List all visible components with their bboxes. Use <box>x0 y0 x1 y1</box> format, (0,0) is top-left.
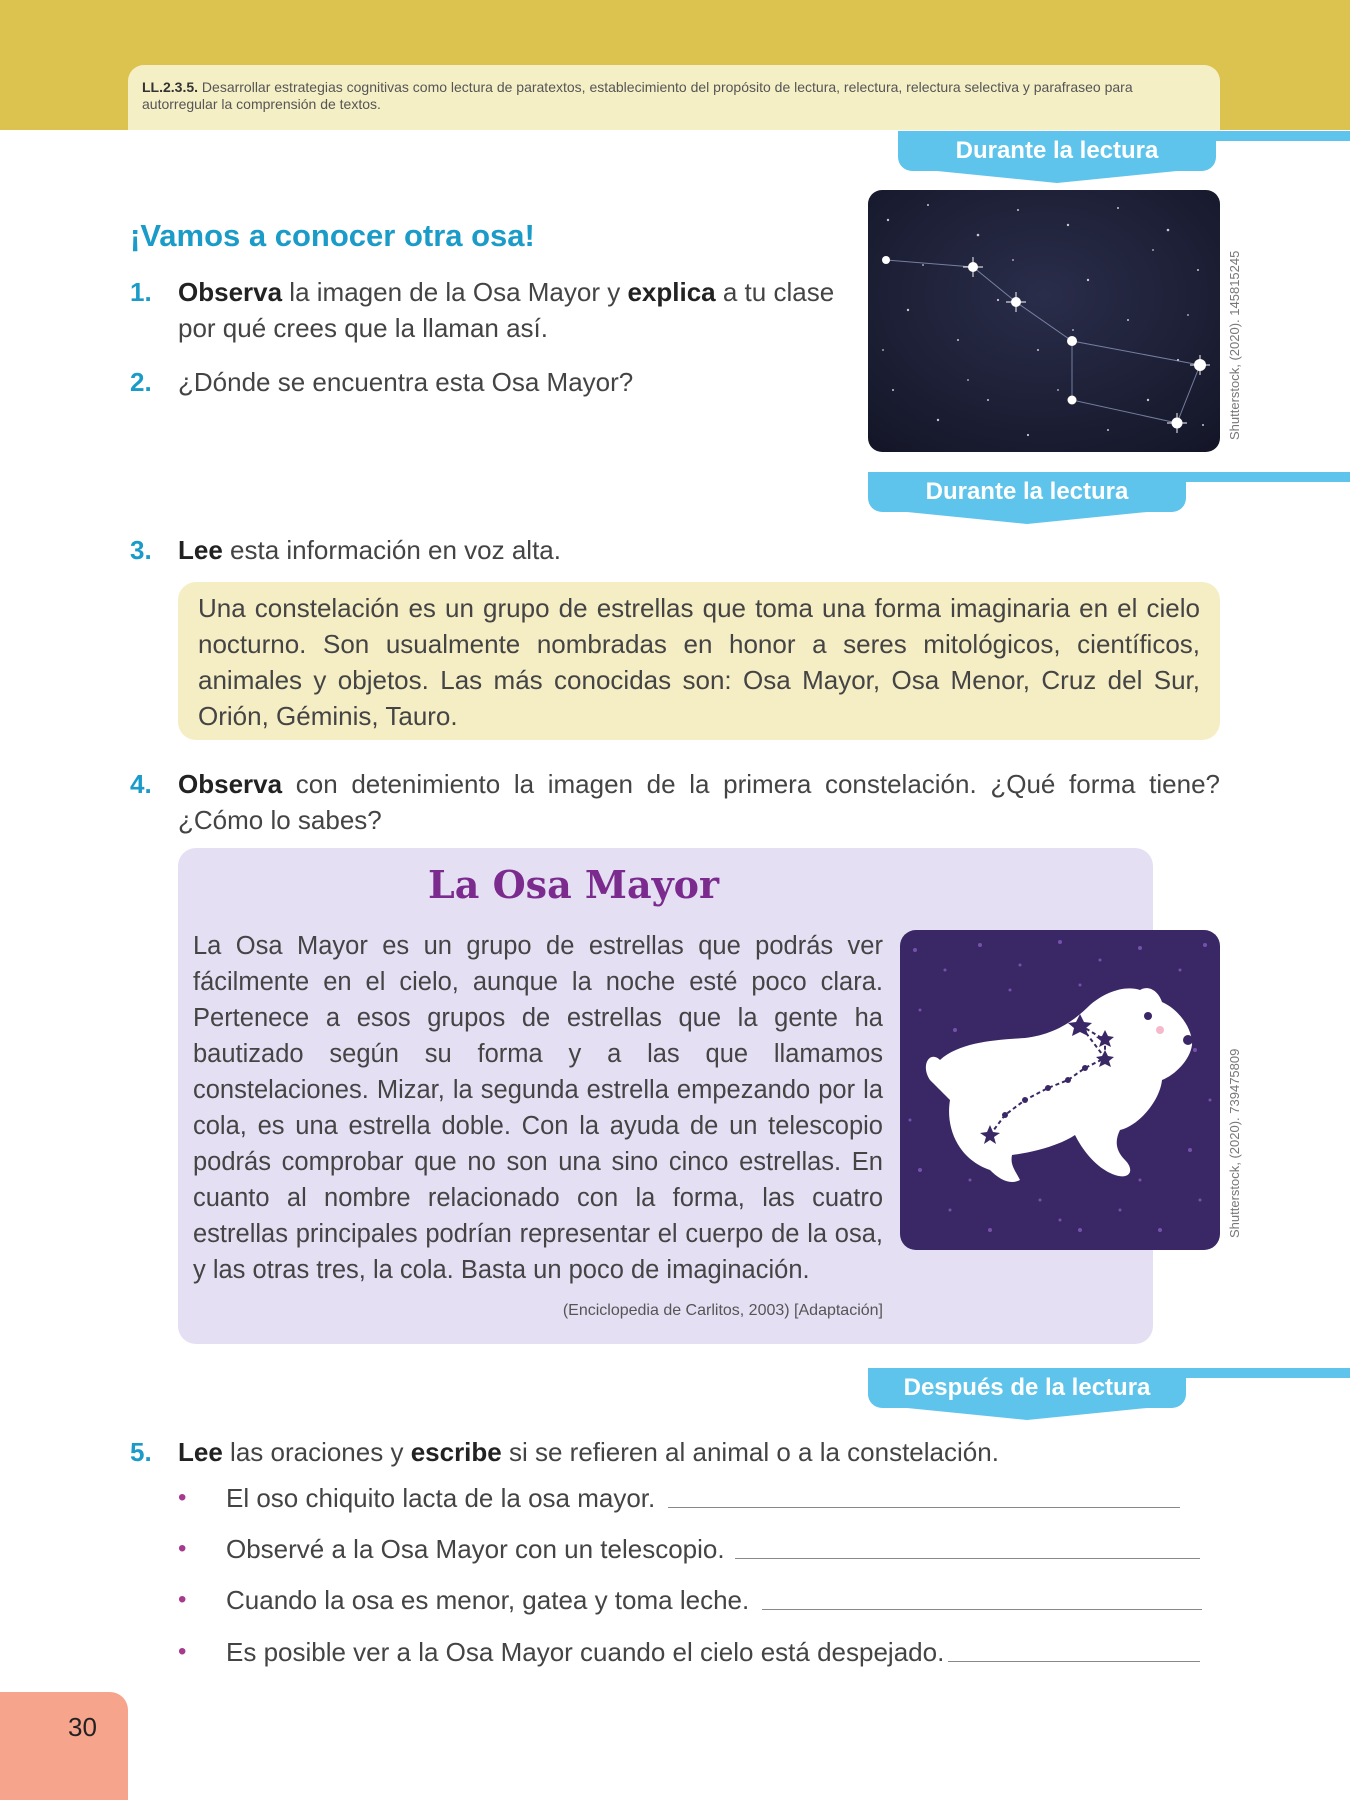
bullet-icon: • <box>178 1484 187 1511</box>
reading-citation: (Enciclopedia de Carlitos, 2003) [Adaptación] <box>562 1302 883 1319</box>
question-text: la imagen de la Osa Mayor y <box>282 277 628 307</box>
verb-explica: explica <box>627 277 716 307</box>
answer-line[interactable] <box>668 1507 1180 1508</box>
question-5 <box>130 1434 1220 1470</box>
tab-line <box>1200 131 1350 141</box>
question-text: las oraciones y <box>222 1437 411 1467</box>
question-text: si se refieren al animal o a la constelación. <box>501 1437 999 1467</box>
objective-code: LL.2.3.5. <box>142 79 199 95</box>
tab-line <box>1180 472 1350 482</box>
question-4 <box>130 766 1220 838</box>
question-number: 5. <box>130 1437 152 1467</box>
bear-constellation-illustration <box>900 930 1220 1250</box>
question-3 <box>130 532 1130 568</box>
verb-lee: Lee <box>178 1437 223 1467</box>
question-number: 3. <box>130 535 152 565</box>
section-tab-after: Después de la lectura <box>868 1368 1186 1408</box>
big-dipper-photo <box>868 190 1220 452</box>
question-number: 1. <box>130 277 152 307</box>
sentence-text: Cuando la osa es menor, gatea y toma leche. <box>226 1585 750 1615</box>
bullet-icon: • <box>178 1638 187 1665</box>
verb-lee: Lee <box>178 535 223 565</box>
verb-escribe: escribe <box>410 1437 502 1467</box>
sentence-item <box>178 1531 1178 1567</box>
bullet-icon: • <box>178 1535 187 1562</box>
question-1 <box>130 274 850 346</box>
section-tab-during-1: Durante la lectura <box>898 131 1216 171</box>
photo-credit-2: Shutterstock, (2020). 739475809 <box>1227 1048 1242 1238</box>
section-tab-during-2: Durante la lectura <box>868 472 1186 512</box>
sentence-text: Es posible ver a la Osa Mayor cuando el cielo está despejado. <box>226 1637 945 1667</box>
verb-observa: Observa <box>178 769 283 799</box>
sentence-item <box>178 1582 1178 1618</box>
question-text: con detenimiento la imagen de la primera constelación. ¿Qué forma tiene? ¿Cómo lo sabes? <box>178 769 1220 835</box>
question-text: por qué crees que la llaman así. <box>178 313 548 343</box>
tab-line <box>1180 1368 1350 1378</box>
page-number: 30 <box>68 1712 97 1742</box>
bullet-icon: • <box>178 1586 187 1613</box>
sentence-item <box>178 1480 1178 1516</box>
answer-line[interactable] <box>735 1558 1200 1559</box>
verb-observa: Observa <box>178 277 283 307</box>
question-text: ¿Dónde se encuentra esta Osa Mayor? <box>178 367 634 397</box>
sentence-item <box>178 1634 1178 1670</box>
sentence-text: Observé a la Osa Mayor con un telescopio. <box>226 1534 725 1564</box>
answer-line[interactable] <box>762 1609 1202 1610</box>
section-heading: ¡Vamos a conocer otra osa! <box>130 218 535 253</box>
question-2 <box>130 364 850 400</box>
question-text: esta información en voz alta. <box>222 535 561 565</box>
question-number: 2. <box>130 367 152 397</box>
learning-objective <box>128 65 1220 130</box>
constellation-info-box: Una constelación es un grupo de estrellas que toma una forma imaginaria en el cielo nocturno. Son usualmente nombradas en honor a seres mitológicos, científicos, animales y objetos. Las más conocidas son: Osa Mayor, Osa Menor, Cruz del Sur, Orión, Géminis, Tauro. <box>178 582 1220 740</box>
page-number-tab <box>0 1692 128 1800</box>
reading-text: La Osa Mayor es un grupo de estrellas que podrás ver fácilmente en el cielo, aunque la noche esté poco clara. Pertenece a esos grupos de estrellas que la gente ha bautizado según su forma y a las que llamamos constelaciones. Mizar, la segunda estrella empezando por la cola, es una estrella doble. Con la ayuda de un telescopio podrás comprobar que no son una sino cinco estrellas. En cuanto al nombre relacionado con la forma, las cuatro estrellas principales podrían representar el cuerpo de la osa, y las otras tres, la cola. Basta un poco de imaginación. <box>193 932 883 1284</box>
objective-text: Desarrollar estrategias cognitivas como lectura de paratextos, establecimiento del propósito de lectura, relectura, relectura selectiva y parafraseo para autorregular la comprensión de textos. <box>142 79 1133 112</box>
question-number: 4. <box>130 769 152 799</box>
answer-line[interactable] <box>948 1661 1200 1662</box>
question-text: a tu clase <box>715 277 835 307</box>
photo-credit-1: Shutterstock, (2020). 145815245 <box>1227 250 1242 440</box>
sentence-text: El oso chiquito lacta de la osa mayor. <box>226 1483 656 1513</box>
reading-title: La Osa Mayor <box>428 862 720 907</box>
